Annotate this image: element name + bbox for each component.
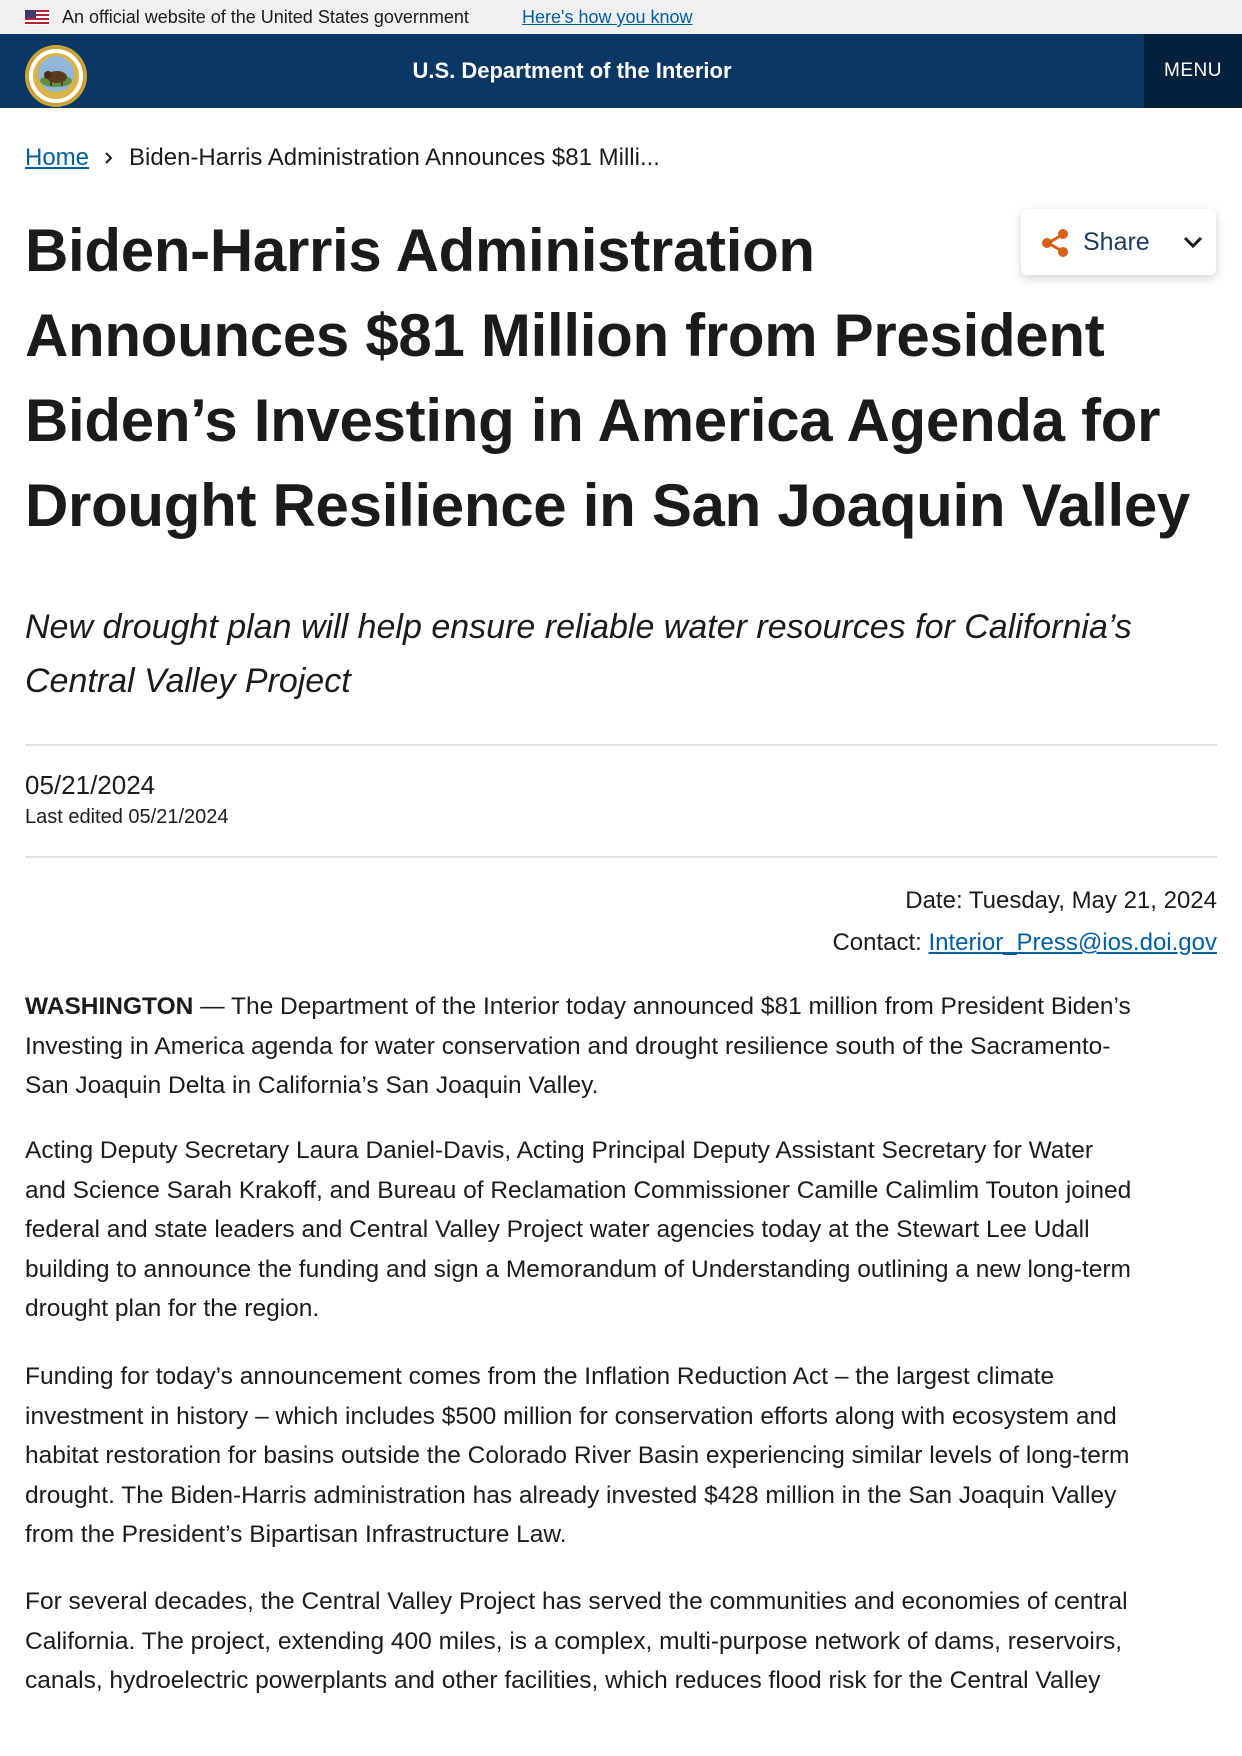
site-title[interactable]: U.S. Department of the Interior [412, 58, 732, 83]
paragraph-line: federal and state leaders and Central Valley Project water agencies today at the Stewart Lee Udall [25, 1216, 1090, 1243]
site-header [0, 34, 1242, 108]
paragraph-line: habitat restoration for basins outside the Colorado River Basin experiencing similar levels of long-term [25, 1442, 1130, 1469]
meta-date: Date: Tuesday, May 21, 2024 [905, 887, 1217, 914]
meta-contact [832, 928, 1217, 958]
paragraph-line: California. The project, extending 400 miles, is a complex, multi-purpose network of dams, reservoirs, [25, 1627, 1123, 1655]
menu-button[interactable]: MENU [1144, 34, 1242, 108]
us-flag-icon [25, 10, 49, 25]
article-subtitle-line: New drought plan will help ensure reliable water resources for California’s [25, 608, 1132, 646]
breadcrumb-current: Biden-Harris Administration Announces $81 Milli... [129, 144, 660, 171]
contact-email-link[interactable]: Interior_Press@ios.doi.gov [928, 929, 1217, 956]
article-title-line: Announces $81 Million from President [25, 302, 1105, 369]
paragraph-line: and Science Sarah Krakoff, and Bureau of Reclamation Commissioner Camille Calimlim Touton joined [25, 1176, 1132, 1204]
paragraph-line: Acting Deputy Secretary Laura Daniel-Davis, Acting Principal Deputy Assistant Secretary for Water [25, 1137, 1094, 1164]
breadcrumb-home-link[interactable]: Home [25, 144, 90, 171]
paragraph-line: Investing in America agenda for water conservation and drought resilience south of the Sacramento- [25, 1032, 1111, 1060]
paragraph-line: canals, hydroelectric powerplants and other facilities, which reduces flood risk for the Central Valley [25, 1667, 1101, 1694]
paragraph-line: drought. The Biden-Harris administration has already invested $428 million in the San Joaquin Valley [25, 1481, 1117, 1509]
paragraph-line: Funding for today’s announcement comes from the Inflation Reduction Act – the largest climate [25, 1363, 1055, 1390]
divider [25, 744, 1217, 746]
chevron-right-icon [103, 151, 115, 165]
paragraph-text: The Department of the Interior today announced $81 million from President Biden’s [231, 993, 1131, 1020]
article-title-line: Drought Resilience in San Joaquin Valley [25, 472, 1190, 539]
article-title-line: Biden’s Investing in America Agenda for [25, 387, 1161, 454]
paragraph-line: from the President’s Bipartisan Infrastructure Law. [25, 1521, 567, 1548]
dateline: WASHINGTON [25, 993, 194, 1020]
paragraph-line: building to announce the funding and sign a Memorandum of Understanding outlining a new long-term [25, 1255, 1131, 1283]
official-site-text: An official website of the United States government [62, 7, 469, 27]
article-paragraph [25, 1582, 1225, 1701]
dateline-dash: — [193, 993, 232, 1020]
paragraph-line: drought plan for the region. [25, 1295, 320, 1322]
chevron-down-icon [1182, 231, 1204, 253]
paragraph-line [25, 987, 1225, 1027]
article-title-line: Biden-Harris Administration [25, 217, 815, 284]
publish-date: 05/21/2024 [25, 770, 156, 800]
article-paragraph [25, 1357, 1225, 1555]
share-icon [1041, 229, 1069, 257]
divider [25, 856, 1217, 858]
article-subtitle [25, 600, 1225, 708]
how-you-know-link[interactable]: Here's how you know [522, 7, 693, 27]
article-paragraph [25, 1131, 1225, 1329]
contact-label: Contact: [832, 929, 929, 956]
paragraph-line: For several decades, the Central Valley Project has served the communities and economies of central [25, 1588, 1128, 1615]
share-label: Share [1083, 228, 1150, 256]
article-subtitle-line: Central Valley Project [25, 662, 351, 700]
article-paragraph [25, 987, 1225, 1106]
paragraph-line: San Joaquin Delta in California’s San Joaquin Valley. [25, 1072, 599, 1099]
share-button[interactable] [1021, 209, 1216, 275]
gov-banner [0, 0, 1242, 34]
paragraph-line: investment in history – which includes $500 million for conservation efforts along with ecosystem and [25, 1402, 1117, 1430]
last-edited: Last edited 05/21/2024 [25, 806, 229, 828]
breadcrumb [25, 140, 660, 176]
